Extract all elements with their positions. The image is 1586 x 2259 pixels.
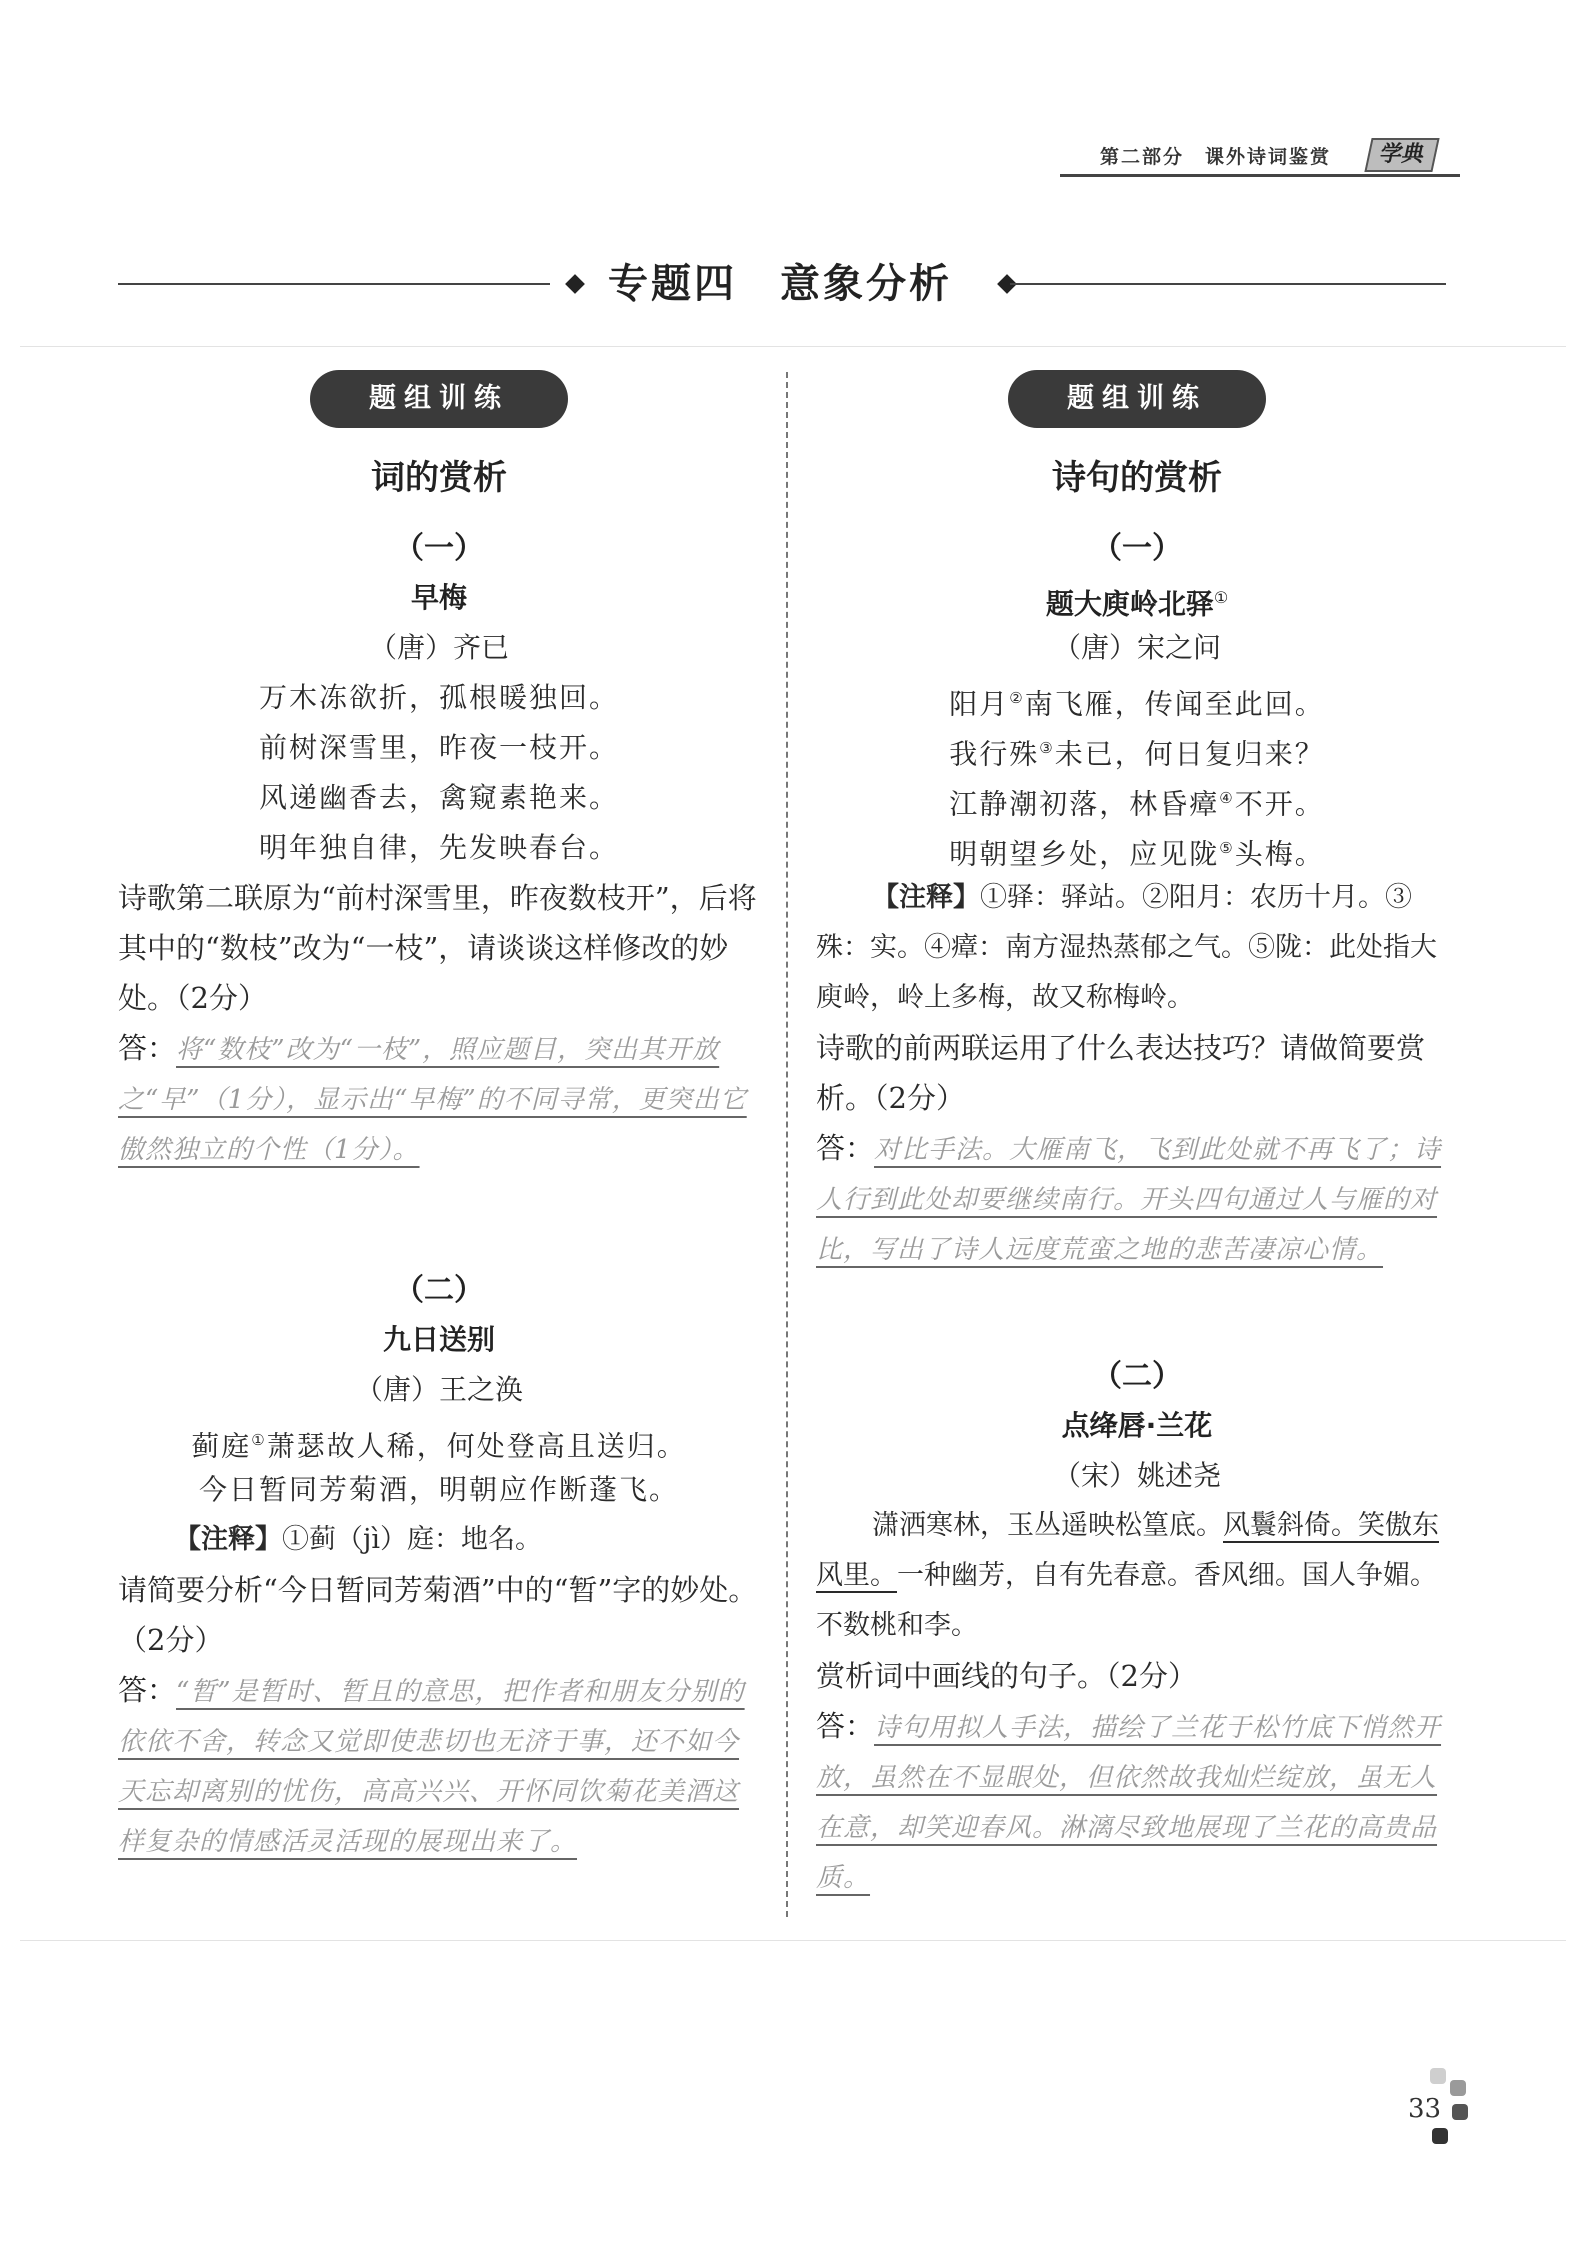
publisher-logo: 学典 [1364,138,1439,172]
answer-label: 答： [118,1673,177,1707]
page-number: 33 [1408,2094,1442,2124]
footer-rule [20,1940,1566,1941]
poem-author: （唐）王之涣 [354,1373,523,1406]
poem-line: 明朝望乡处，应见陇⑤头梅。 [949,837,1325,871]
right-column [816,370,1458,1903]
title-rule-right [1010,283,1446,285]
answer-block [816,1123,1458,1275]
item-number: （二） [1092,1359,1182,1394]
item-number: （一） [1092,531,1182,566]
hexagon-decoration-icon [1430,2068,1446,2084]
poem-title: 九日送别 [382,1323,495,1356]
hexagon-decoration-icon [1452,2104,1468,2120]
left-column [118,370,760,1867]
section-title: 词的赏析 [371,458,507,498]
underlined-verse: 风鬟斜倚。笑傲东风里。 [816,1510,1439,1591]
answer-text: “暂”是暂时、暂且的意思，把作者和朋友分别的依依不舍，转念又觉即使悲切也无济于事，还不如今天忘却离别的忧伤，高高兴兴、开怀同饮菊花美酒这样复杂的情感活灵活现的展现出来了。 [118,1677,745,1857]
page-title: 专题四 意象分析 [608,260,952,307]
annotation: 【注释】①驿：驿站。②阳月：农历十月。③殊：实。④瘴：南方湿热蒸郁之气。⑤陇：此处指大庾岭，岭上多梅，故又称梅岭。 [816,882,1437,1013]
answer-label: 答： [118,1031,177,1065]
section-title: 诗句的赏析 [1052,458,1222,498]
poem-line: 前树深雪里，昨夜一枝开。 [258,731,619,764]
answer-text: 对比手法。大雁南飞，飞到此处就不再飞了；诗人行到此处却要继续南行。开头四句通过人与雁的对比，写出了诗人远度荒蛮之地的悲苦凄凉心情。 [816,1135,1442,1265]
question-text: 诗歌第二联原为“前村深雪里，昨夜数枝开”，后将其中的“数枝”改为“一枝”，请谈谈这样修改的妙处。（2分） [118,881,757,1015]
answer-block [118,1665,760,1867]
answer-label: 答： [816,1131,875,1165]
poem-title: 点绛唇·兰花 [1061,1409,1213,1442]
question-text: 请简要分析“今日暂同芳菊酒”中的“暂”字的妙处。（2分） [118,1573,758,1657]
header-section-text: 第二部分 课外诗词鉴赏 [1100,146,1332,168]
poem-line: 明年独自律，先发映春台。 [258,831,619,864]
poem-line: 江静潮初落，林昏瘴④不开。 [949,787,1325,821]
poem-title: 早梅 [410,581,467,614]
poem-line: 蓟庭①萧瑟故人稀，何处登高且送归。 [191,1429,687,1463]
item-number: （二） [394,1273,484,1308]
section-badge: 题组训练 [310,370,568,428]
column-divider [786,372,788,1917]
poem-line: 今日暂同芳菊酒，明朝应作断蓬飞。 [198,1473,679,1506]
answer-label: 答： [816,1709,875,1743]
poem-line: 我行殊③未已，何日复归来？ [949,737,1325,771]
poem-title: 题大庾岭北驿① [1045,587,1229,621]
answer-block [118,1023,760,1175]
section-badge: 题组训练 [1008,370,1266,428]
answer-block [816,1701,1458,1903]
title-rule-left [118,283,550,285]
poem-line: 阳月②南飞雁，传闻至此回。 [949,687,1325,721]
header-rule [1060,174,1460,177]
hexagon-decoration-icon [1450,2080,1466,2096]
answer-text: 诗句用拟人手法，描绘了兰花于松竹底下悄然开放，虽然在不显眼处，但依然故我灿烂绽放，虽无人在意，却笑迎春风。淋漓尽致地展现了兰花的高贵品质。 [816,1713,1442,1893]
question-text: 赏析词中画线的句子。（2分） [816,1659,1197,1693]
divider-line [20,346,1566,347]
item-number: （一） [394,531,484,566]
poem-author: （唐）齐已 [368,631,509,664]
running-header [1060,132,1460,176]
poem-text: 潇洒寒林，玉丛遥映松篁底。风鬟斜倚。笑傲东风里。一种幽芳，自有先春意。香风细。国人争媚。不数桃和李。 [816,1510,1439,1641]
poem-line: 万木冻欲折，孤根暖独回。 [258,681,619,714]
poem-line: 风递幽香去，禽窥素艳来。 [258,781,619,814]
hexagon-decoration-icon [1432,2128,1448,2144]
question-text: 诗歌的前两联运用了什么表达技巧？请做简要赏析。（2分） [816,1031,1426,1115]
poem-author: （唐）宋之问 [1052,631,1221,664]
annotation: 【注释】①蓟（jì）庭：地名。 [174,1524,543,1555]
poem-author: （宋）姚述尧 [1052,1459,1221,1492]
answer-text: 将“数枝”改为“一枝”，照应题目，突出其开放之“早”（1分），显示出“早梅”的不同寻常，更突出它傲然独立的个性（1分）。 [118,1035,747,1165]
